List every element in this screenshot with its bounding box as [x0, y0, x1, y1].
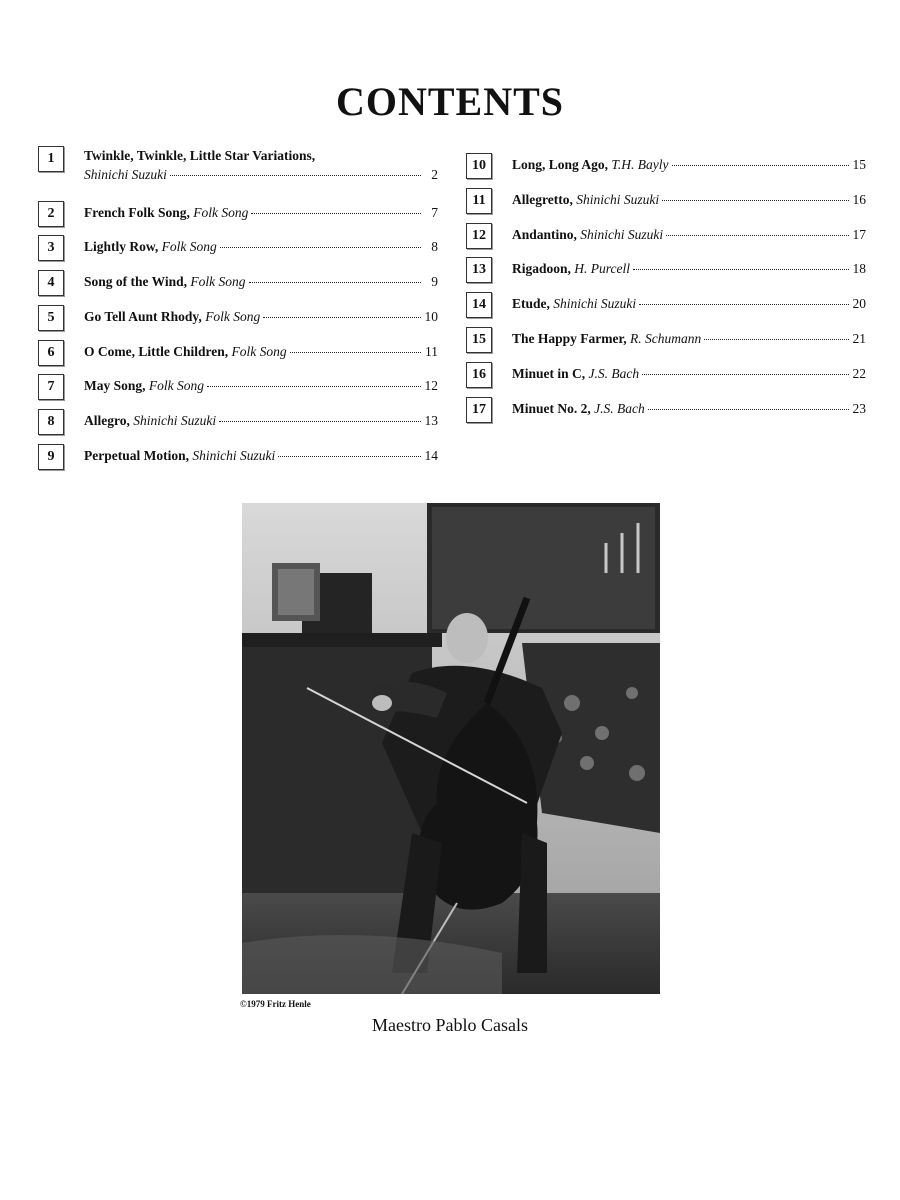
page-number: 9	[431, 274, 438, 290]
dot-leader	[290, 352, 421, 353]
dot-leader	[633, 269, 849, 270]
piece-title: Twinkle, Twinkle, Little Star Variations,	[84, 148, 316, 163]
piece-number-box: 5	[38, 305, 64, 331]
dot-leader	[662, 200, 849, 201]
dot-leader	[207, 386, 421, 387]
piece-composer: Folk Song	[190, 274, 246, 290]
piece-number-box: 1	[38, 146, 64, 172]
piece-number-box: 3	[38, 235, 64, 261]
cellist-photo-illustration	[242, 503, 660, 994]
piece-composer: Shinichi Suzuki	[580, 226, 664, 242]
piece-title: Perpetual Motion,	[84, 447, 189, 463]
piece-composer: Folk Song	[205, 308, 261, 324]
dot-leader	[251, 213, 421, 214]
dot-leader	[263, 317, 421, 318]
piece-composer: Shinichi Suzuki	[84, 167, 167, 182]
piece-title: Go Tell Aunt Rhody,	[84, 308, 202, 324]
dot-leader	[704, 339, 849, 340]
piece-title: Song of the Wind,	[84, 274, 188, 290]
piece-number-box: 17	[466, 397, 492, 423]
page-number: 10	[424, 308, 438, 324]
piece-number-box: 6	[38, 340, 64, 366]
piece-number-box: 12	[466, 223, 492, 249]
dot-leader	[219, 421, 421, 422]
piece-title: Rigadoon,	[512, 261, 571, 277]
dot-leader	[672, 165, 849, 166]
piece-title: Etude,	[512, 296, 550, 312]
page-number: 20	[852, 296, 866, 312]
page-number: 18	[852, 261, 866, 277]
piece-title: Minuet No. 2,	[512, 400, 591, 416]
piece-composer: Shinichi Suzuki	[553, 296, 637, 312]
page-number: 23	[852, 400, 866, 416]
piece-title: Andantino,	[512, 226, 577, 242]
piece-composer: R. Schumann	[630, 331, 702, 346]
piece-number-box: 14	[466, 292, 492, 318]
page-number: 11	[425, 343, 438, 359]
page-number: 2	[431, 167, 438, 182]
photo-caption: Maestro Pablo Casals	[372, 1015, 528, 1035]
page-number: 12	[424, 378, 438, 394]
dot-leader	[170, 175, 421, 176]
piece-title: Lightly Row,	[84, 239, 159, 255]
page-number: 17	[852, 226, 866, 242]
photograph-cellist	[242, 503, 660, 994]
piece-composer: Folk Song	[231, 343, 287, 359]
piece-title: The Happy Farmer,	[512, 331, 627, 346]
piece-composer: H. Purcell	[574, 261, 631, 277]
page-title: CONTENTS	[335, 79, 565, 124]
page-number: 15	[852, 157, 866, 172]
piece-composer: J.S. Bach	[594, 400, 645, 416]
dot-leader	[642, 374, 849, 375]
piece-title: May Song,	[84, 378, 146, 394]
piece-composer: T.H. Bayly	[611, 157, 669, 172]
piece-title: O Come, Little Children,	[84, 343, 229, 359]
dot-leader	[639, 304, 849, 305]
piece-number-box: 15	[466, 327, 492, 353]
piece-number-box: 10	[466, 153, 492, 179]
page-number: 21	[852, 331, 866, 346]
piece-title: Allegro,	[84, 412, 130, 428]
piece-title: Long, Long Ago,	[512, 157, 609, 172]
piece-composer: Shinichi Suzuki	[576, 191, 660, 207]
piece-composer: Folk Song	[193, 204, 249, 220]
piece-number-box: 9	[38, 444, 64, 470]
piece-number-box: 7	[38, 374, 64, 400]
page-number: 16	[852, 191, 866, 207]
page-number: 14	[424, 447, 438, 463]
piece-composer: Folk Song	[161, 239, 217, 255]
dot-leader	[648, 409, 849, 410]
piece-title: French Folk Song,	[84, 204, 190, 220]
piece-number-box: 16	[466, 362, 492, 388]
piece-composer: Shinichi Suzuki	[133, 412, 217, 428]
piece-number-box: 13	[466, 257, 492, 283]
dot-leader	[666, 235, 849, 236]
piece-number-box: 11	[466, 188, 492, 214]
piece-composer: Shinichi Suzuki	[192, 447, 276, 463]
page-number: 7	[431, 204, 438, 220]
piece-composer: J.S. Bach	[588, 365, 640, 381]
piece-title: Minuet in C,	[512, 365, 586, 381]
dot-leader	[220, 247, 421, 248]
page-number: 13	[424, 412, 438, 428]
page-number: 8	[431, 239, 438, 255]
dot-leader	[278, 456, 421, 457]
piece-number-box: 8	[38, 409, 64, 435]
photo-credit: ©1979 Fritz Henle	[240, 999, 311, 1009]
piece-number-box: 2	[38, 201, 64, 227]
page-number: 22	[852, 365, 866, 381]
dot-leader	[249, 282, 421, 283]
piece-number-box: 4	[38, 270, 64, 296]
piece-title: Allegretto,	[512, 191, 573, 207]
piece-composer: Folk Song	[148, 378, 205, 394]
